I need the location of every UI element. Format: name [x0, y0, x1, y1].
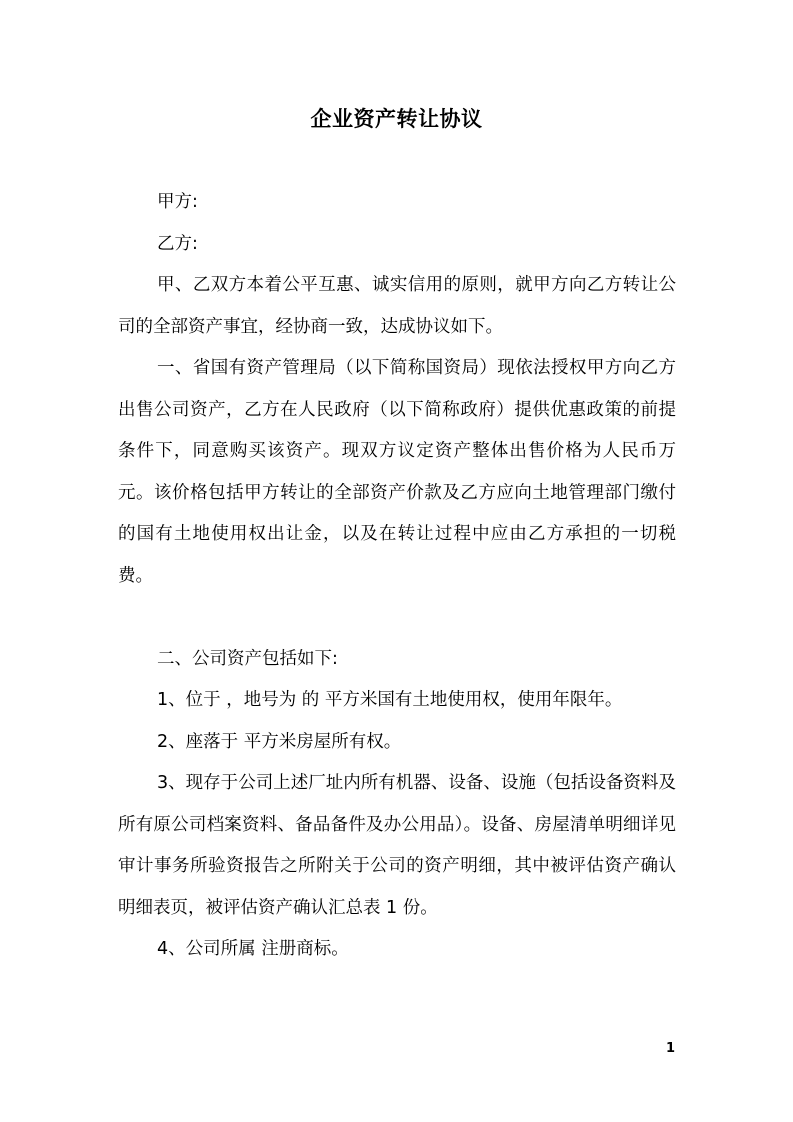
asset-item-4: 4、公司所属 注册商标。 [157, 939, 349, 959]
asset-item-3: 3、现存于公司上述厂址内所有机器、设备、设施（包括设备资料及所有原公司档案资料、备品备件及办公用品）。设备、房屋清单明细详见审计事务所验资报告之所附关于公司的资产明细，其中被评估资产确认明细表页，被评估资产确认汇总表 1 份。 [118, 773, 676, 918]
party-b-line: 乙方: [157, 233, 198, 254]
document-title: 企业资产转让协议 [310, 107, 483, 131]
document-body [118, 182, 676, 971]
page-number: 1 [666, 1041, 676, 1056]
asset-item-2: 2、座落于 平方米房屋所有权。 [157, 731, 402, 752]
clause-two-heading: 二、公司资产包括如下: [157, 648, 338, 669]
asset-item-1: 1、位于 ，地号为 的 平方米国有土地使用权，使用年限年。 [157, 690, 623, 710]
clause-one-paragraph: 一、省国有资产管理局（以下简称国资局）现依法授权甲方向乙方出售公司资产，乙方在人民政府（以下简称政府）提供优惠政策的前提条件下，同意购买该资产。现双方议定资产整体出售价格为人民币万元。该价格包括甲方转让的全部资产价款及乙方应向土地管理部门缴付的国有土地使用权出让金，以及在转让过程中应由乙方承担的一切税费。 [118, 358, 676, 586]
preamble-paragraph: 甲、乙双方本着公平互惠、诚实信用的原则，就甲方向乙方转让公司的全部资产事宜，经协商一致，达成协议如下。 [118, 275, 676, 337]
party-a-line: 甲方: [157, 192, 198, 212]
